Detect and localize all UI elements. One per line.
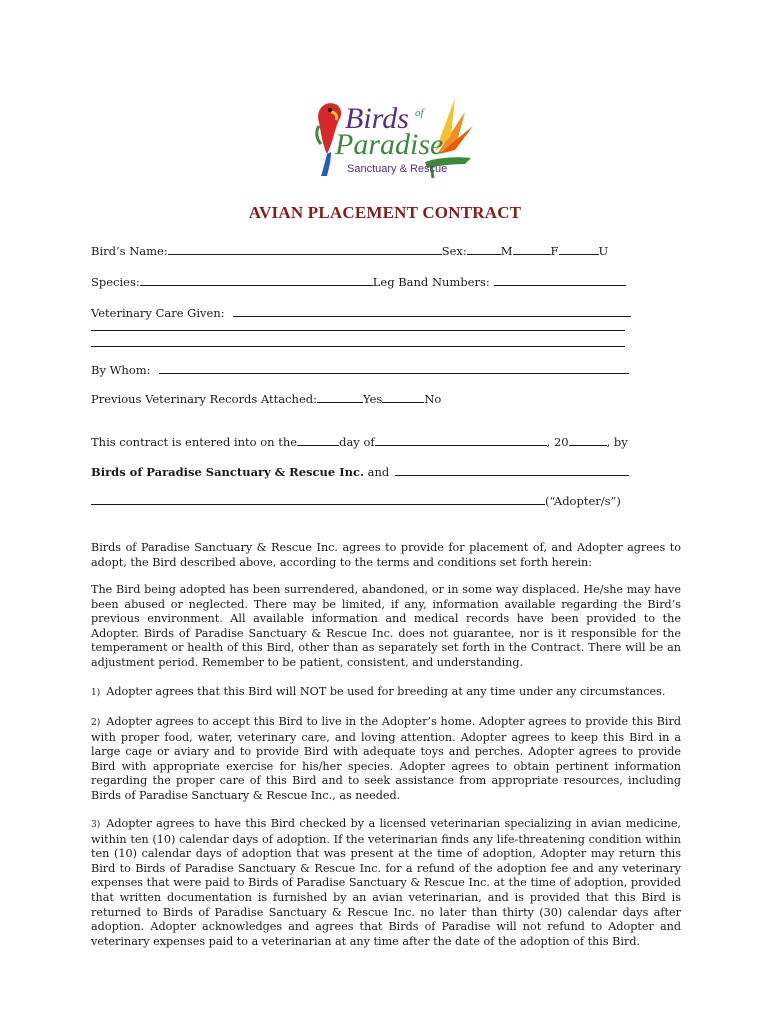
vet-care-line-3[interactable]: [91, 346, 625, 347]
species-row: [91, 274, 626, 289]
adopter-row: [91, 493, 621, 508]
records-yes-field[interactable]: [317, 391, 363, 403]
clause-2: [91, 715, 681, 804]
leg-band-label: Leg Band Numbers:: [372, 275, 490, 289]
species-field[interactable]: [140, 274, 373, 286]
clause-text: Adopter agrees that this Bird will NOT be used for breeding at any time under any circumstances.: [106, 685, 666, 698]
clause-number: 2): [91, 718, 101, 728]
day-field[interactable]: [297, 434, 339, 446]
by-whom-label: By Whom:: [91, 363, 151, 377]
birds-name-field[interactable]: [168, 243, 442, 255]
intro-paragraph: Birds of Paradise Sanctuary & Rescue Inc. agrees to provide for placement of, and Adopter agrees to adopt, the Bird described above, according to the terms and conditions set forth herein:: [91, 541, 681, 569]
clause-number: 1): [91, 688, 101, 698]
vet-care-field[interactable]: [233, 305, 631, 317]
year-prefix-text: , 20: [546, 435, 569, 449]
clause-text: Adopter agrees to have this Bird checked by a licensed veterinarian specializing in avian medicine, within ten (10) calendar days of adoption. If the veterinarian finds any life-threatening condition within ten (10) calendar days of adoption that was present at the time of adoption, Adopter may return this Bird to Birds of Paradise Sanctuary & Rescue Inc. for a refund of the adoption fee and any veterinary expenses that were paid to Birds of Paradise Sanctuary & Rescue Inc. at the time of adoption, provided that written documentation is furnished by an avian veterinarian, and is provided that this Bird is returned to Birds of Paradise Sanctuary & Rescue Inc. no later than thirty (30) calendar days after adoption. Adopter acknowledges and agrees that Birds of Paradise will not refund to Adopter and veterinary expenses paid to a veterinarian at any time after the date of the adoption of this Bird.: [91, 817, 681, 948]
by-whom-row: [91, 362, 629, 377]
sex-f-label: F: [550, 244, 559, 258]
vet-care-label: Veterinary Care Given:: [91, 306, 225, 320]
logo-tagline: Sanctuary & Rescue: [347, 163, 448, 175]
clause-text: Adopter agrees to accept this Bird to live in the Adopter’s home. Adopter agrees to provide this Bird with proper food, water, veterinary care, and loving attention. Adopter agrees to keep this Bird in a large cage or aviary and to provide Bird with adequate toys and perches. Adopter agrees to provide Bird with appropriate exercise for his/her species. Adopter agrees to obtain pertinent information regarding the proper care of this Bird and to seek assistance from appropriate resources, including Birds of Paradise Sanctuary & Rescue Inc., as needed.: [91, 715, 681, 802]
logo-birds-text: Birds: [345, 102, 409, 135]
birds-of-paradise-logo: [305, 92, 475, 182]
by-text: , by: [606, 435, 628, 449]
by-whom-field[interactable]: [159, 362, 629, 374]
month-field[interactable]: [375, 434, 547, 446]
adopter-address-field[interactable]: [91, 493, 545, 505]
prev-records-label: Previous Veterinary Records Attached:: [91, 392, 318, 406]
leg-band-field[interactable]: [494, 274, 626, 286]
records-no-field[interactable]: [382, 391, 424, 403]
sex-m-field[interactable]: [467, 243, 501, 255]
parties-row: [91, 464, 629, 479]
contract-pre-text: This contract is entered into on the: [91, 435, 298, 449]
contract-title: AVIAN PLACEMENT CONTRACT: [248, 203, 522, 222]
birds-name-row: [91, 243, 608, 258]
sex-u-field[interactable]: [559, 243, 599, 255]
logo-of-text: of: [415, 107, 424, 119]
day-of-text: day of: [339, 435, 375, 449]
adopter-name-field[interactable]: [395, 464, 629, 476]
clause-1: [91, 685, 681, 701]
sex-u-label: U: [598, 244, 609, 258]
clause-3: [91, 817, 681, 949]
records-yes-label: Yes: [363, 392, 383, 406]
clause-number: 3): [91, 820, 101, 830]
vet-care-line-2[interactable]: [91, 330, 625, 331]
sex-m-label: M: [500, 244, 513, 258]
year-field[interactable]: [569, 434, 607, 446]
and-text: and: [363, 465, 390, 479]
contract-date-row: [91, 434, 628, 449]
org-name: Birds of Paradise Sanctuary & Rescue Inc.: [91, 465, 364, 479]
birds-name-label: Bird’s Name:: [91, 244, 168, 258]
adopter-label: (“Adopter/s”): [545, 494, 621, 508]
prev-records-row: [91, 391, 441, 406]
species-label: Species:: [91, 275, 140, 289]
disclaimer-paragraph: The Bird being adopted has been surrendered, abandoned, or in some way displaced. He/she may have been abused or neglected. There may be limited, if any, information available regarding the Bird’s previous environment. All available information and medical records have been provided to the Adopter. Birds of Paradise Sanctuary & Rescue Inc. does not guarantee, nor is it responsible for the temperament or health of this Bird, other than as separately set forth in the Contract. There will be an adjustment period. Remember to be patient, consistent, and understanding.: [91, 583, 681, 669]
vet-care-row: [91, 305, 631, 320]
records-no-label: No: [424, 392, 442, 406]
sex-label: Sex:: [441, 244, 467, 258]
sex-f-field[interactable]: [513, 243, 551, 255]
logo-paradise-text: Paradise: [335, 128, 444, 161]
